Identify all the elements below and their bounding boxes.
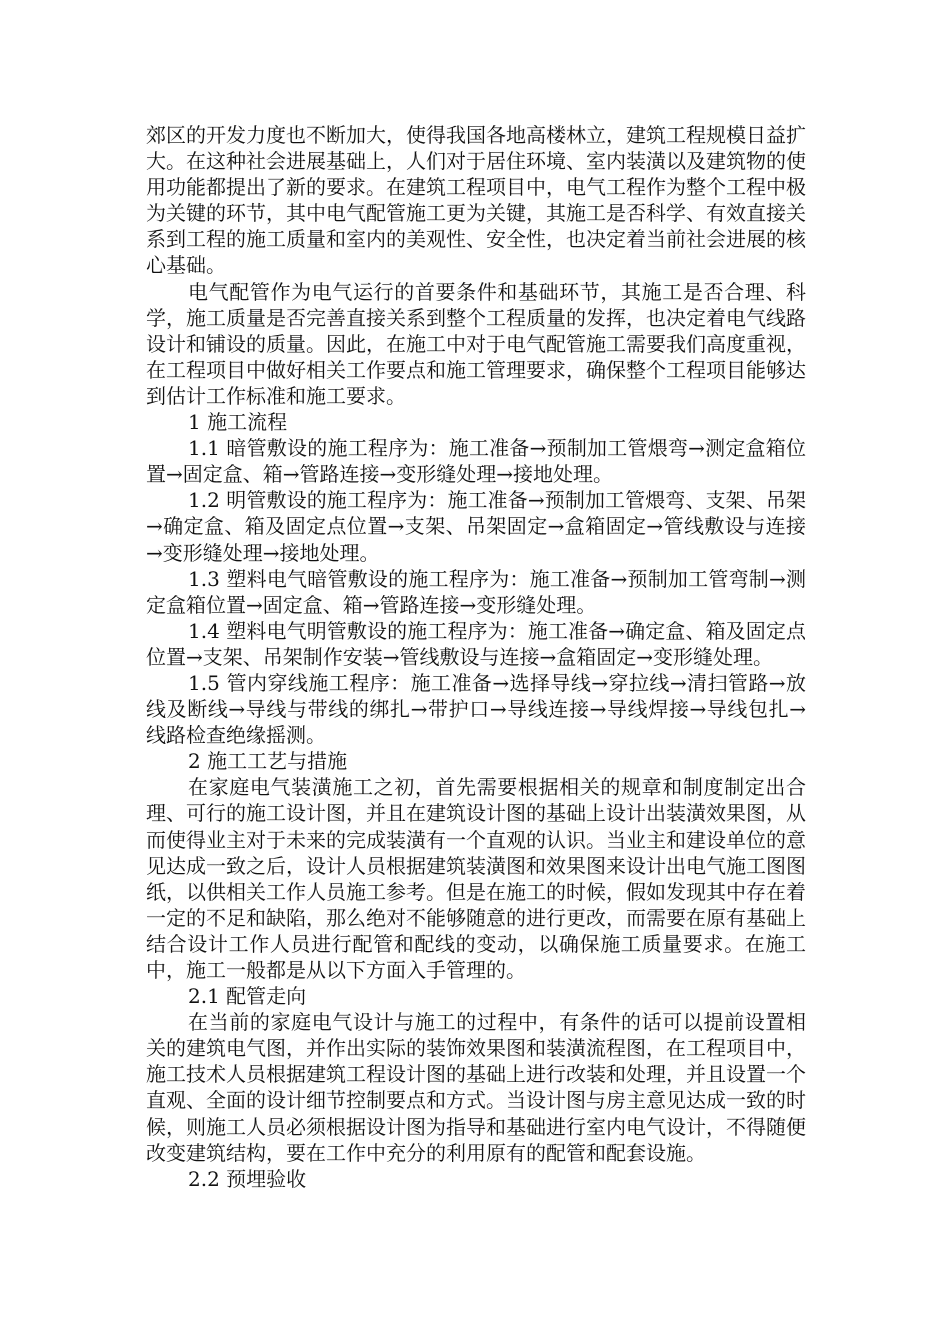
paragraph-home-decoration-design: 在家庭电气装潢施工之初，首先需要根据相关的规章和制度制定出合理、可行的施工设计图，并且在建筑设计图的基础上设计出装潢效果图，从而使得业主对于未来的完成装潢有一个直观的认识。当业主和建设单位的意见达成一致之后，设计人员根据建筑装潢图和效果图来设计出电气施工图图纸，以供相关工作人员施工参考。但是在施工的时候，假如发现其中存在着一定的不足和缺陷，那么绝对不能够随意的进行更改，而需要在原有基础上结合设计工作人员进行配管和配线的变动，以确保施工质量要求。在施工中，施工一般都是从以下方面入手管理的。 <box>146 775 806 982</box>
paragraph-1-3-plastic-concealed-pipe: 1.3 塑料电气暗管敷设的施工程序为：施工准备→预制加工管弯制→测定盒箱位置→固定盒、箱→管路连接→变形缝处理。 <box>146 566 806 617</box>
subsection-heading-2-2-embedded-acceptance: 2.2 预埋验收 <box>188 1166 307 1191</box>
paragraph-1-4-plastic-exposed-pipe: 1.4 塑料电气明管敷设的施工程序为：施工准备→确定盒、箱及固定点位置→支架、吊架制作安装→管线敷设与连接→盒箱固定→变形缝处理。 <box>146 618 806 669</box>
paragraph-1-2-exposed-pipe: 1.2 明管敷设的施工程序为：施工准备→预制加工管煨弯、支架、吊架→确定盒、箱及固定点位置→支架、吊架固定→盒箱固定→管线敷设与连接→变形缝处理→接地处理。 <box>146 488 806 565</box>
section-heading-process-and-measures: 2 施工工艺与措施 <box>188 749 348 774</box>
paragraph-intro-continued: 郊区的开发力度也不断加大，使得我国各地高楼林立，建筑工程规模日益扩大。在这种社会进展基础上，人们对于居住环境、室内装潢以及建筑物的使用功能都提出了新的要求。在建筑工程项目中，电气工程作为整个工程中极为关键的环节，其中电气配管施工更为关键，其施工是否科学、有效直接关系到工程的施工质量和室内的美观性、安全性，也决定着当前社会进展的核心基础。 <box>146 123 806 278</box>
paragraph-pipe-routing: 在当前的家庭电气设计与施工的过程中，有条件的话可以提前设置相关的建筑电气图，并作出实际的装饰效果图和装潢流程图，在工程项目中，施工技术人员根据建筑工程设计图的基础上进行改装和处理，并且设置一个直观、全面的设计细节控制要点和方式。当设计图与房主意见达成一致的时候，则施工人员必须根据设计图为指导和基础进行室内电气设计，不得随便改变建筑结构，要在工作中充分的利用原有的配管和配套设施。 <box>146 1010 806 1165</box>
section-heading-construction-process: 1 施工流程 <box>188 410 288 435</box>
paragraph-1-1-concealed-pipe: 1.1 暗管敷设的施工程序为：施工准备→预制加工管煨弯→测定盒箱位置→固定盒、箱→管路连接→变形缝处理→接地处理。 <box>146 436 806 487</box>
document-page <box>146 122 806 1192</box>
paragraph-electrical-piping-importance: 电气配管作为电气运行的首要条件和基础环节，其施工是否合理、科学，施工质量是否完善直接关系到整个工程质量的发挥，也决定着电气线路设计和铺设的质量。因此，在施工中对于电气配管施工需要我们高度重视，在工程项目中做好相关工作要点和施工管理要求，确保整个工程项目能够达到估计工作标准和施工要求。 <box>146 279 806 408</box>
paragraph-1-5-wire-threading: 1.5 管内穿线施工程序：施工准备→选择导线→穿拉线→清扫管路→放线及断线→导线与带线的绑扎→带护口→导线连接→导线焊接→导线包扎→线路检查绝缘摇测。 <box>146 670 806 748</box>
subsection-heading-2-1-pipe-routing: 2.1 配管走向 <box>188 984 307 1009</box>
